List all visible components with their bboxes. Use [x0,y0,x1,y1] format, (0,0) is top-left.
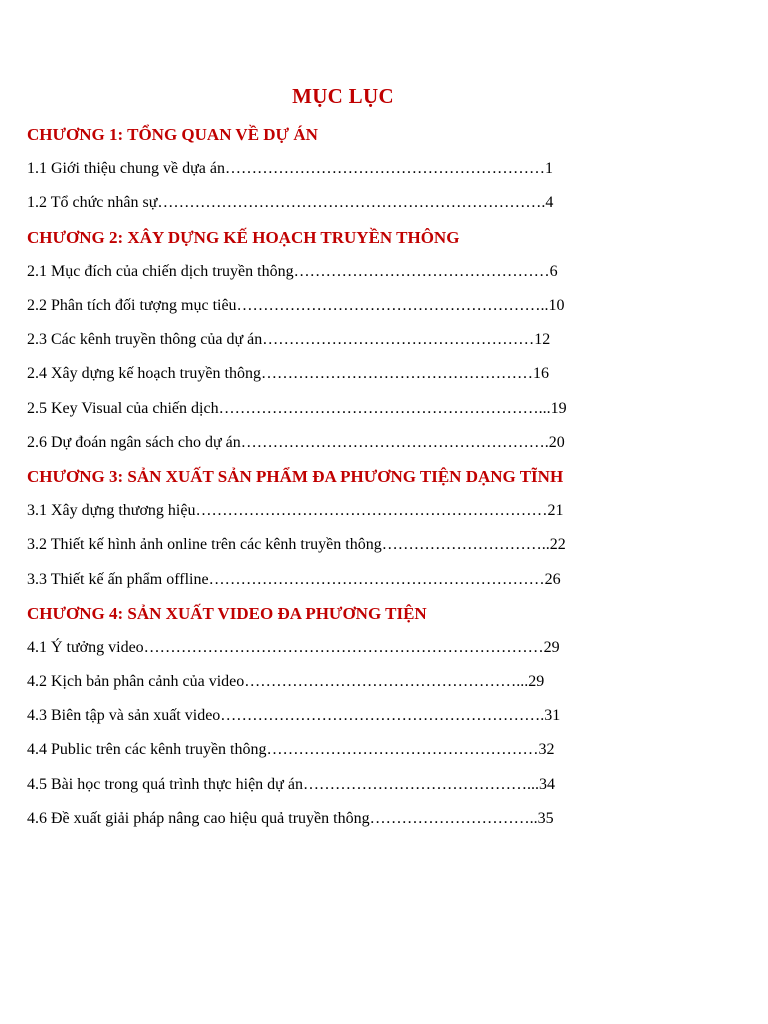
toc-list [27,118,637,836]
toc-entry: 2.3 Các kênh truyền thông của dự án……………………………………………12 [27,331,551,349]
toc-entry: 3.3 Thiết kế ấn phẩm offline………………………………………………………26 [27,570,561,588]
toc-entry: 2.4 Xây dựng kế hoạch truyền thông……………………………………………16 [27,365,549,383]
toc-entry: 4.6 Đề xuất giải pháp nâng cao hiệu quả truyền thông…………………………..35 [27,809,554,827]
toc-entry: 2.6 Dự đoán ngân sách cho dự án………………………………………………….20 [27,433,565,451]
toc-entry: 2.1 Mục đích của chiến dịch truyền thông…………………………………………6 [27,262,558,280]
toc-entry: 4.3 Biên tập và sản xuất video…………………………………………………….31 [27,707,561,725]
toc-entry: 4.1 Ý tưởng video…………………………………………………………………29 [27,638,560,656]
toc-chapter-heading: CHƯƠNG 4: SẢN XUẤT VIDEO ĐA PHƯƠNG TIỆN [27,603,427,623]
toc-entry: 3.1 Xây dựng thương hiệu…………………………………………………………21 [27,502,564,520]
toc-chapter-heading: CHƯƠNG 3: SẢN XUẤT SẢN PHẨM ĐA PHƯƠNG TIỆN DẠNG TĨNH [27,466,564,486]
toc-entry: 4.2 Kịch bản phân cảnh của video……………………………………………...29 [27,673,545,691]
toc-entry: 3.2 Thiết kế hình ảnh online trên các kênh truyền thông…………………………..22 [27,536,566,554]
toc-entry: 4.5 Bài học trong quá trình thực hiện dự án……………………………………...34 [27,775,555,793]
toc-entry: 1.1 Giới thiệu chung về dựa án……………………………………………………1 [27,160,553,178]
toc-chapter-heading: CHƯƠNG 2: XÂY DỰNG KẾ HOẠCH TRUYỀN THÔNG [27,227,460,247]
toc-entry: 4.4 Public trên các kênh truyền thông……………………………………………32 [27,741,555,759]
toc-entry: 2.2 Phân tích đối tượng mục tiêu…………………………………………………..10 [27,297,565,315]
toc-title: MỤC LỤC [292,84,394,108]
toc-chapter-heading: CHƯƠNG 1: TỔNG QUAN VỀ DỰ ÁN [27,125,318,145]
toc-entry: 1.2 Tổ chức nhân sự……………………………………………………………….4 [27,194,554,212]
toc-entry: 2.5 Key Visual của chiến dịch……………………………………………………...19 [27,399,567,417]
